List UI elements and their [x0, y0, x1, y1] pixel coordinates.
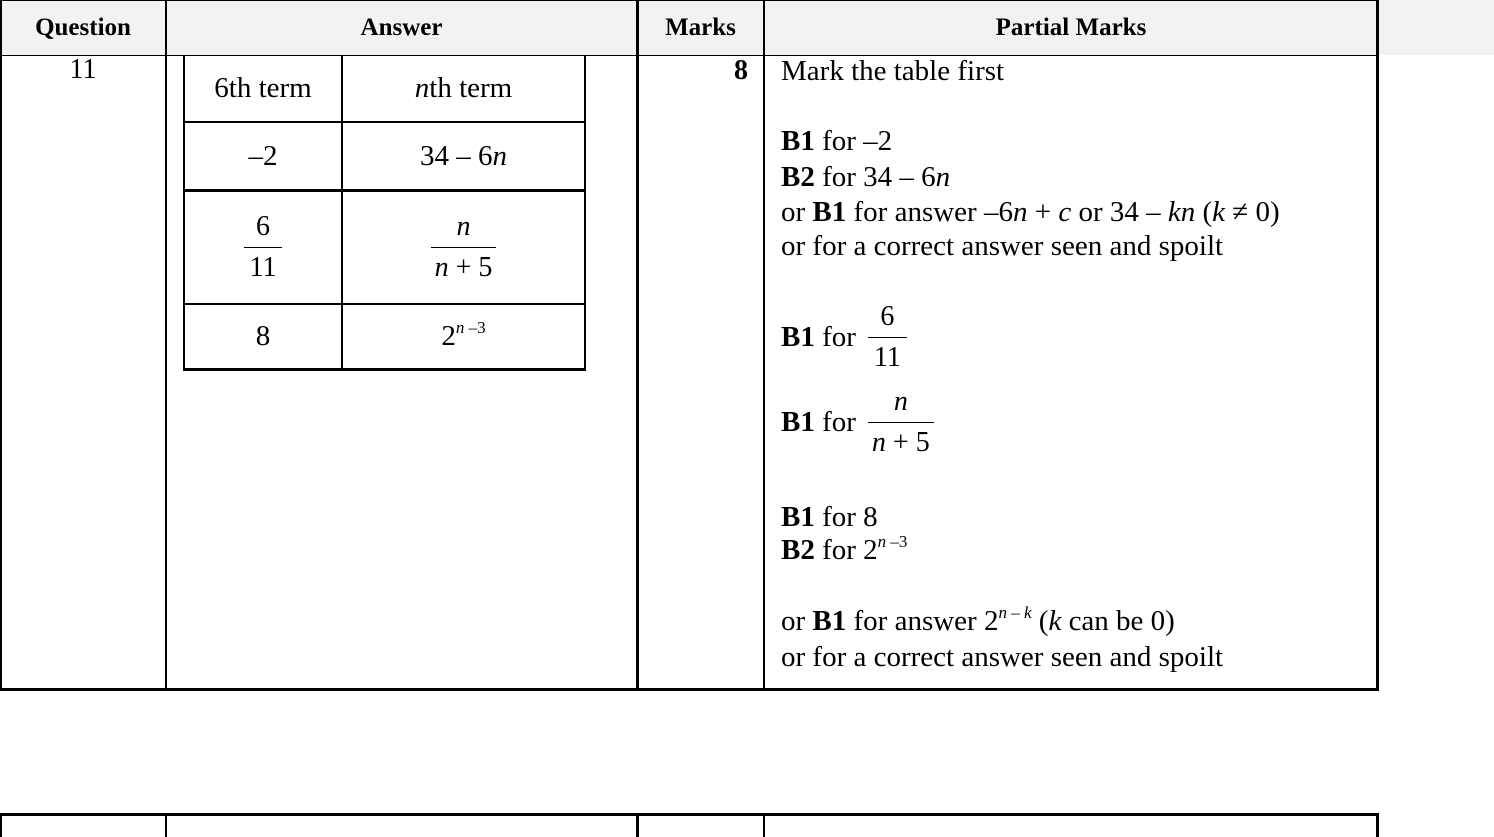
next-row-divider-3 — [763, 813, 765, 837]
answer-r1-c1: –2 — [248, 139, 278, 172]
grid-divider-3 — [763, 0, 765, 691]
answer-r3-c1: 8 — [255, 320, 271, 352]
next-row-right — [1376, 813, 1379, 837]
pm-line-b2-power: B2 for 2$^{n -3}$ — [781, 532, 908, 566]
pm-intro: Mark the table first — [781, 55, 1005, 87]
header-question: Question — [0, 0, 166, 55]
answer-table-bottom — [183, 368, 586, 371]
header-answer: Answer — [166, 0, 637, 55]
answer-col2-header: nth term — [414, 71, 513, 104]
answer-table-right — [584, 55, 586, 371]
pm-line-b1-fraction-6-11: B1 for $\frac{6}{11}$ — [781, 303, 907, 372]
grid-divider-1 — [165, 0, 167, 691]
header-extension — [1378, 0, 1494, 55]
pm-fraction-6-11: $\frac{6}{11}$ — [868, 303, 907, 372]
pm-line-spoilt-1: or for a correct answer seen and spoilt — [781, 230, 1224, 262]
pm-line-spoilt-2: or for a correct answer seen and spoilt — [781, 641, 1224, 673]
next-row-divider-1 — [165, 813, 167, 837]
grid-left-border — [0, 0, 2, 691]
fraction-6-11: $\frac{6}{11}$ — [244, 213, 283, 282]
answer-r3-c2: 2$^{n -3}$ — [441, 318, 486, 352]
pm-line-b1-fraction-n: B1 for $\frac{n}{n + 5}$ — [781, 388, 934, 457]
answer-col1-header: 6th term — [214, 71, 312, 104]
answer-r1-c2: 34 – 6n — [420, 139, 507, 172]
next-row-divider-2 — [636, 813, 639, 837]
pm-line-b2-34-6n: B2 for 34 – 6n — [781, 161, 951, 193]
pm-line-or-b1-answer: or B1 for answer –6n + c or 34 – kn (k ≠ 0) — [781, 196, 1280, 228]
marks-value: 8 — [734, 55, 748, 86]
answer-r2-c2 — [343, 192, 584, 303]
next-row-left — [0, 813, 2, 837]
grid-right-border — [1376, 0, 1379, 691]
fraction-n-over-n-plus-5: $\frac{n}{n + 5}$ — [431, 213, 497, 282]
header-marks: Marks — [637, 0, 764, 55]
question-number: 11 — [69, 54, 97, 85]
grid-bottom-border — [0, 688, 1379, 691]
grid-divider-2 — [636, 0, 639, 691]
pm-line-b1-8: B1 for 8 — [781, 501, 878, 533]
grid-top-border — [0, 0, 1378, 1]
pm-line-or-b1-power: or B1 for answer 2$^{n - k}$ (k can be 0) — [781, 603, 1175, 637]
pm-fraction-n-over-n-plus-5: $\frac{n}{n + 5}$ — [868, 388, 934, 457]
answer-r2-c1 — [185, 192, 341, 303]
answer-table — [183, 55, 586, 371]
next-row-top-border — [0, 813, 1379, 816]
pm-line-b1-minus2: B1 for –2 — [781, 125, 893, 157]
header-partial-marks: Partial Marks — [764, 0, 1378, 55]
